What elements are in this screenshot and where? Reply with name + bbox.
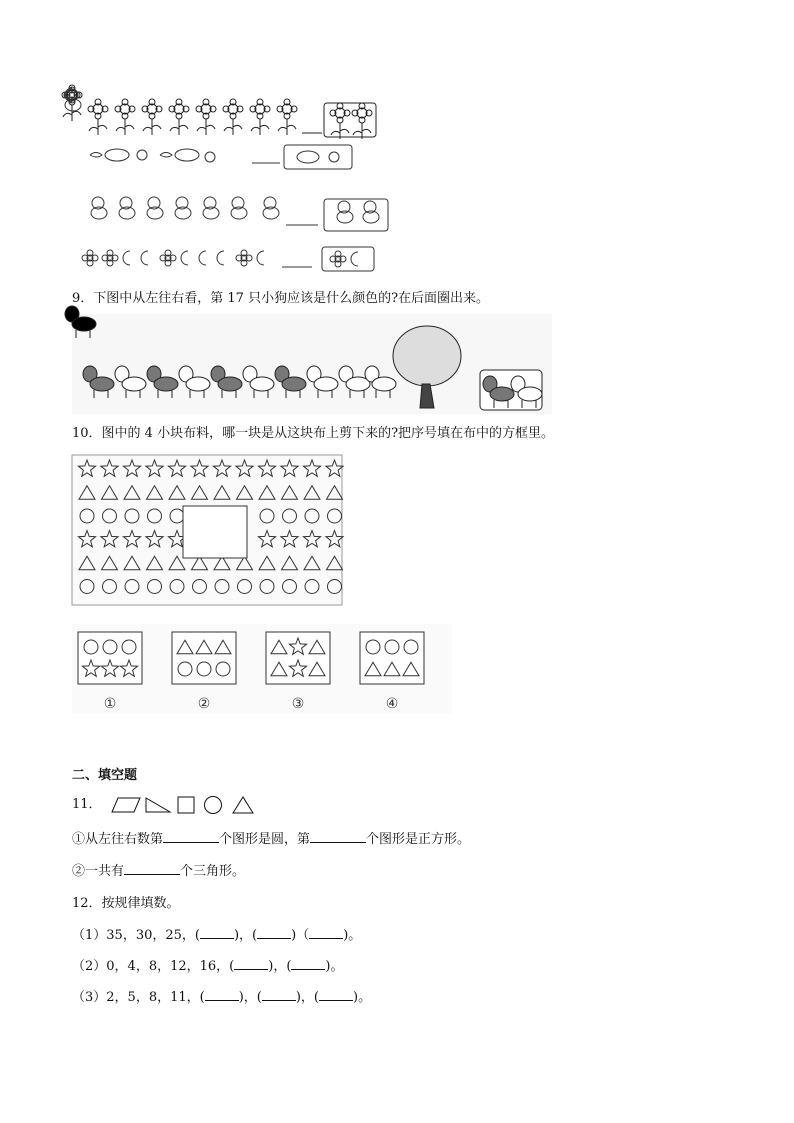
q11-line2-part-a: ②一共有 xyxy=(72,864,125,879)
q12-2-blank-2[interactable] xyxy=(291,957,325,970)
chick-duck-row xyxy=(65,89,388,231)
question-11-line-2 xyxy=(72,862,245,881)
q12-line3-prefix: （3）2，5，8，11，( xyxy=(72,990,205,1005)
q11-line1-part-a: ①从左往右数第 xyxy=(72,832,164,847)
swatch-label-2: ② xyxy=(197,696,211,712)
q12-sep: )，( xyxy=(295,990,320,1005)
q12-1-blank-1[interactable] xyxy=(200,926,234,939)
q12-sep: )，( xyxy=(238,990,262,1005)
q12-3-blank-1[interactable] xyxy=(205,988,239,1001)
question-11-line-1 xyxy=(72,830,470,849)
q12-3-blank-3[interactable] xyxy=(319,988,353,1001)
q12-2-blank-1[interactable] xyxy=(234,957,268,970)
q11-blank-triangle-count[interactable] xyxy=(124,862,180,875)
q12-1-blank-3[interactable] xyxy=(309,926,343,939)
q12-1-blank-2[interactable] xyxy=(257,926,291,939)
parallelogram-icon xyxy=(112,798,140,812)
swatch-label-1: ① xyxy=(103,696,117,712)
q12-3-blank-2[interactable] xyxy=(262,988,296,1001)
square-icon xyxy=(178,797,194,813)
q12-sep: )，( xyxy=(268,959,292,974)
q11-blank-circle[interactable] xyxy=(163,830,219,843)
swatch-label-4: ④ xyxy=(385,696,399,712)
q11-line2-part-b: 个三角形。 xyxy=(180,864,246,879)
section-2-heading: 二、填空题 xyxy=(72,768,138,783)
swatch-label-3: ③ xyxy=(291,696,305,712)
dog-row-figure xyxy=(72,314,552,414)
q12-line-1 xyxy=(72,926,361,945)
question-9-text: 9．下图中从左往右看，第 17 只小狗应该是什么颜色的?在后面圈出来。 xyxy=(72,291,490,306)
cloth-figure xyxy=(72,455,342,605)
q12-end: )。 xyxy=(325,959,344,974)
triangle-icon xyxy=(233,797,253,813)
cut-out-box[interactable] xyxy=(183,506,247,558)
question-10-text: 10．图中的 4 小块布料，哪一块是从这块布上剪下来的?把序号填在布中的方框里。 xyxy=(72,426,555,441)
q12-line-3 xyxy=(72,988,371,1007)
flower-moon-row xyxy=(64,87,374,271)
q11-blank-square[interactable] xyxy=(310,830,366,843)
q11-line1-part-c: 个图形是正方形。 xyxy=(366,832,471,847)
q12-end: )。 xyxy=(343,928,362,943)
q12-line-2 xyxy=(72,957,343,976)
bird-cloud-flower-row xyxy=(90,145,352,169)
shape-sequence xyxy=(106,794,256,816)
swatch-options xyxy=(72,624,452,714)
q12-sep: )（ xyxy=(291,928,310,943)
q12-line2-prefix: （2）0，4，8，12，16，( xyxy=(72,959,235,974)
q12-end: )。 xyxy=(353,990,372,1005)
q12-line1-prefix: （1）35，30，25，( xyxy=(72,928,200,943)
q12-sep: )，( xyxy=(233,928,258,943)
circle-icon xyxy=(205,797,222,814)
question-11-number: 11． xyxy=(72,797,102,812)
q11-line1-part-b: 个图形是圆，第 xyxy=(219,832,311,847)
question-12-text: 12．按规律填数。 xyxy=(72,896,180,911)
flower-sun-row xyxy=(62,85,376,139)
pattern-figure xyxy=(72,95,392,280)
right-triangle-icon xyxy=(146,798,170,812)
